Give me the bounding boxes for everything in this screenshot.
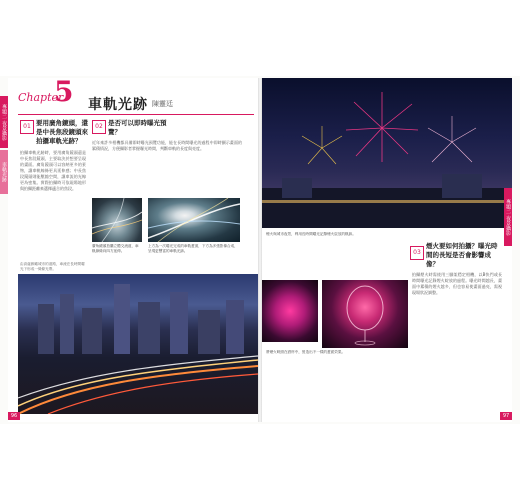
chapter-rule — [18, 114, 254, 115]
caption-interchange: 廣角鏡頭拍攝立體交流道，車軌線條向四方延伸。 — [92, 244, 139, 253]
question-body-1: 拍攝車軌光跡時，要用廣角鏡頭還是中長焦段鏡頭，主要取決於想要呈現的畫面。廣角鏡頭可以容納更多的景物，讓車軌線條更具延伸感；中長焦段鏡頭則能壓縮空間，讓車流的光線更為密集。實際拍攝時可依現場地形與拍攝距離來選擇適合的焦段。 — [20, 150, 86, 191]
photo-fireworks-glass-1 — [262, 280, 318, 342]
chapter-title: 車軌光跡 — [88, 97, 148, 113]
left-side-tab: 專題二 夜景攝影 — [0, 96, 8, 148]
left-side-tab-2: 車軌光跡 — [0, 150, 8, 194]
photo-fireworks — [262, 78, 512, 228]
question-title-1: 要用廣角鏡頭，還是中長焦段鏡頭來拍攝車軌光跡？ — [36, 119, 88, 145]
caption-fireworks: 煙火與城市夜景，利用長時間曝光記錄煙火綻放的軌跡。 — [266, 232, 356, 236]
photo-interchange — [92, 198, 142, 242]
caption-glass: 將煙火映照在酒杯中，營造出不一樣的畫面效果。 — [266, 350, 346, 354]
question-title-3: 煙火要如何拍攝？曝光時間的長短是否會影響成像？ — [426, 242, 498, 268]
chapter-word: Chapter — [18, 91, 64, 104]
right-side-tab: 專題二 夜景攝影 — [504, 188, 512, 246]
question-number-3: 03 — [410, 246, 424, 260]
chapter-author: 陳靈廷 — [152, 100, 173, 108]
question-body-3: 拍攝煙火時需使用三腳架穩定相機，以B快門或長時間曝光記錄煙火綻放的過程。曝光時間越長，畫面中累積的煙火越多，但也容易使畫面過亮，需視現場狀況調整。 — [412, 272, 502, 295]
photo-light-trails — [148, 198, 240, 242]
photo-fireworks-glass-2 — [322, 280, 408, 348]
question-body-2: 近年來許多相機都具備即時曝光預覽功能，能在長時間曝光的過程中即時顯示畫面的累積情況，方便攝影者掌握曝光時間，判斷車軌的長度與亮度。 — [92, 140, 242, 151]
page-number-left: 96 — [8, 412, 20, 420]
question-number-1: 01 — [20, 120, 34, 134]
question-number-2: 02 — [92, 120, 106, 134]
chapter-label — [18, 75, 74, 108]
caption-city: 由高處俯瞰城市的道路，車流在長時間曝光下形成一條條光帶。 — [20, 262, 85, 271]
chapter-number: 5 — [54, 75, 74, 108]
photo-city-night — [18, 274, 258, 414]
caption-light-trails: 上方為一次曝光完成的車軌畫面，下方為多張影像合成，呈現更豐富的車軌光跡。 — [148, 244, 238, 253]
question-title-2: 是否可以即時曝光預覽？ — [108, 119, 167, 136]
page-number-right: 97 — [500, 412, 512, 420]
